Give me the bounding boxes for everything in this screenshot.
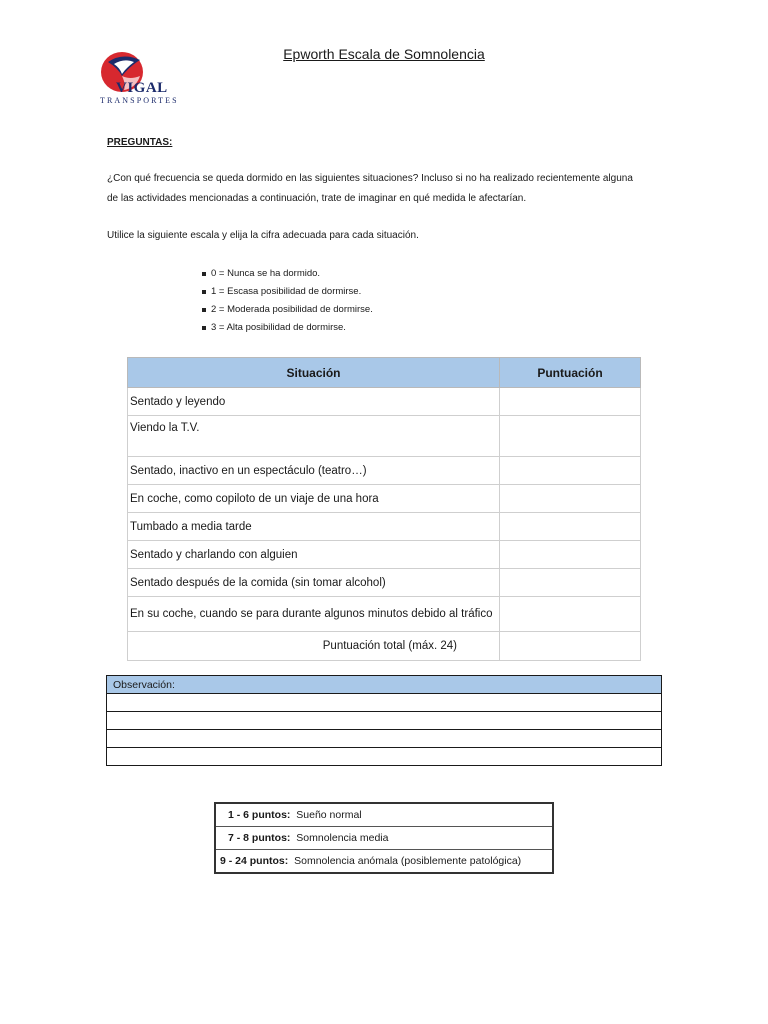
- table-row: [128, 388, 641, 416]
- logo-name: VIGAL: [116, 80, 168, 96]
- observation-line: [107, 712, 662, 730]
- result-row: [215, 850, 553, 874]
- result-points: 1: [228, 809, 234, 821]
- result-description: Sueño normal: [296, 809, 362, 821]
- observation-input[interactable]: [107, 712, 662, 730]
- results-table: [214, 802, 554, 874]
- result-points: 9 - 24 puntos:: [220, 855, 289, 867]
- total-label: Puntuación total (máx. 24): [128, 632, 500, 661]
- situation-cell: Sentado, inactivo en un espectáculo (teatro…): [128, 457, 500, 485]
- total-row: [128, 632, 641, 661]
- situation-cell: Sentado después de la comida (sin tomar alcohol): [128, 569, 500, 597]
- scale-item: 3 = Alta posibilidad de dormirse.: [202, 319, 373, 337]
- observation-table: [106, 675, 662, 766]
- instructions-text: Utilice la siguiente escala y elija la cifra adecuada para cada situación.: [107, 230, 419, 241]
- score-cell[interactable]: [500, 597, 641, 632]
- situation-cell: Sentado y charlando con alguien: [128, 541, 500, 569]
- logo-subtitle: TRANSPORTES: [100, 96, 179, 105]
- total-score-cell[interactable]: [500, 632, 641, 661]
- document-title: Epworth Escala de Somnolencia: [283, 46, 485, 62]
- header-score: Puntuación: [500, 358, 641, 388]
- score-cell[interactable]: [500, 485, 641, 513]
- table-row: [128, 569, 641, 597]
- result-points-suffix: - 6 puntos:: [233, 809, 291, 821]
- score-cell[interactable]: [500, 513, 641, 541]
- result-cell: [215, 803, 553, 827]
- result-cell: [215, 850, 553, 874]
- situation-cell: En su coche, cuando se para durante algunos minutos debido al tráfico: [128, 597, 500, 632]
- scale-item: 0 = Nunca se ha dormido.: [202, 265, 373, 283]
- situations-table: [127, 357, 641, 661]
- scale-item: 2 = Moderada posibilidad de dormirse.: [202, 301, 373, 319]
- table-row: [128, 416, 641, 457]
- score-cell[interactable]: [500, 541, 641, 569]
- question-text: [107, 169, 667, 209]
- situation-cell: Viendo la T.V.: [128, 416, 500, 457]
- scale-list: [202, 265, 373, 337]
- header-situation: Situación: [128, 358, 500, 388]
- table-row: [128, 457, 641, 485]
- scale-item: 1 = Escasa posibilidad de dormirse.: [202, 283, 373, 301]
- table-row: [128, 541, 641, 569]
- question-line-2: de las actividades mencionadas a continuación, trate de imaginar en qué medida le afectarían.: [107, 193, 527, 204]
- question-line-1: ¿Con qué frecuencia se queda dormido en las siguientes situaciones? Incluso si no ha realizado recientemente alguna: [107, 173, 633, 184]
- score-cell[interactable]: [500, 416, 641, 457]
- table-header-row: [128, 358, 641, 388]
- result-points: 7 - 8 puntos:: [228, 832, 291, 844]
- observation-line: [107, 694, 662, 712]
- score-cell[interactable]: [500, 388, 641, 416]
- section-label: PREGUNTAS:: [107, 137, 173, 148]
- observation-input[interactable]: [107, 730, 662, 748]
- situation-cell: En coche, como copiloto de un viaje de una hora: [128, 485, 500, 513]
- observation-input[interactable]: [107, 694, 662, 712]
- observation-header: Observación:: [107, 676, 662, 694]
- result-row: [215, 803, 553, 827]
- observation-line: [107, 730, 662, 748]
- result-description: Somnolencia anómala (posiblemente patológica): [294, 855, 522, 867]
- situation-cell: Sentado y leyendo: [128, 388, 500, 416]
- observation-header-row: [107, 676, 662, 694]
- observation-line: [107, 748, 662, 766]
- score-cell[interactable]: [500, 457, 641, 485]
- situation-cell: Tumbado a media tarde: [128, 513, 500, 541]
- result-row: [215, 827, 553, 850]
- table-row: [128, 485, 641, 513]
- result-description: Somnolencia media: [296, 832, 389, 844]
- result-cell: [215, 827, 553, 850]
- score-cell[interactable]: [500, 569, 641, 597]
- observation-input[interactable]: [107, 748, 662, 766]
- table-row: [128, 513, 641, 541]
- table-row: [128, 597, 641, 632]
